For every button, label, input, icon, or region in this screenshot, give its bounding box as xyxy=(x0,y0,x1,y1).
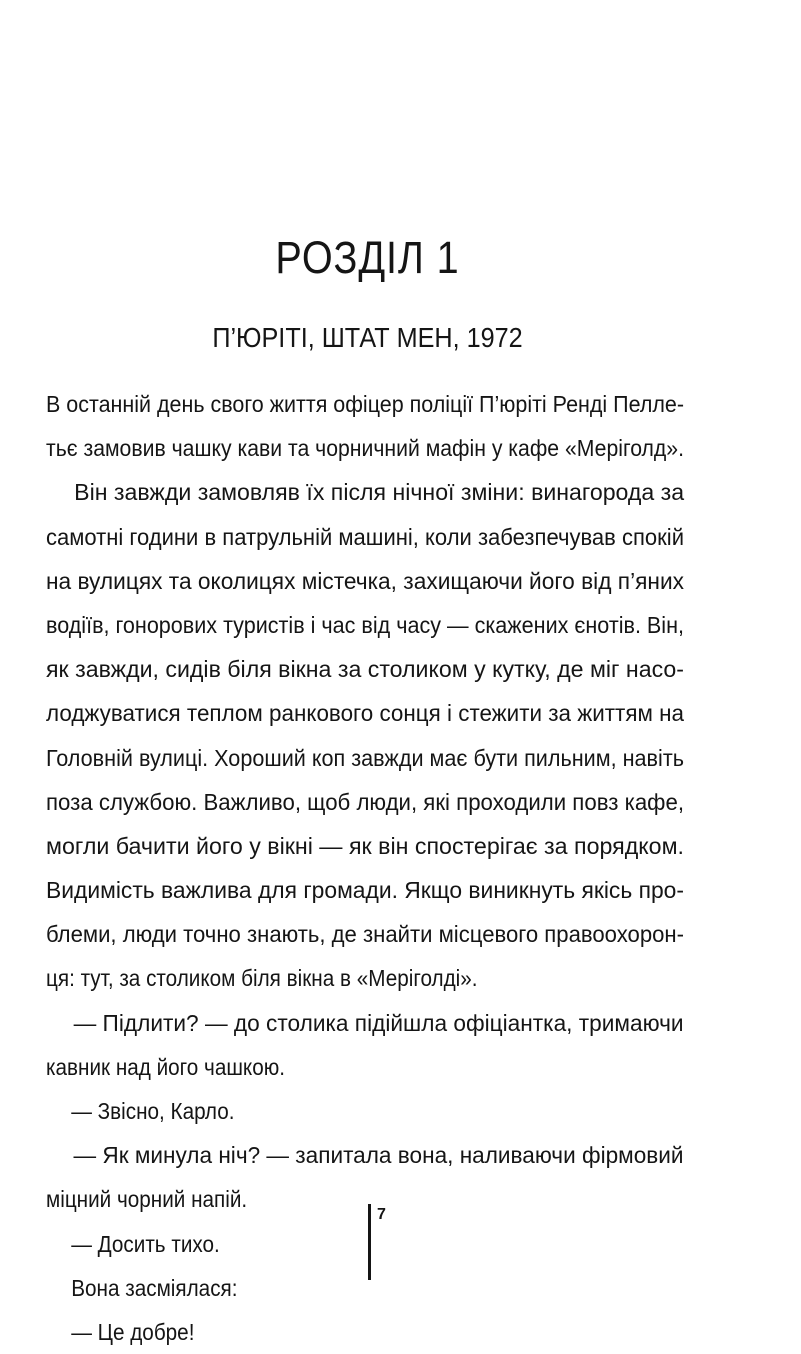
page-number-rule xyxy=(368,1204,371,1280)
text-line: блеми, люди точно знають, де знайти місцевого правоохорон- xyxy=(46,921,684,948)
text-line: Він завжди замовляв їх після нічної зміни: винагорода за xyxy=(74,479,685,506)
text-line: Видимість важлива для громади. Якщо виникнуть якісь про- xyxy=(46,877,684,904)
text-line: — Це добре! xyxy=(71,1318,195,1345)
chapter-title: РОЗДІЛ 1 xyxy=(275,232,460,283)
text-line: Вона засміялася: xyxy=(71,1274,238,1301)
text-line: — Звісно, Карло. xyxy=(71,1098,235,1124)
text-line: — Досить тихо. xyxy=(71,1230,220,1257)
text-line: В останній день свого життя офіцер поліції П’юріті Ренді Пелле- xyxy=(46,391,684,417)
text-line: ця: тут, за столиком біля вікна в «Меріголді». xyxy=(46,965,478,992)
text-line: могли бачити його у вікні — як він спостерігає за порядком. xyxy=(46,832,685,859)
body-text xyxy=(46,382,684,1354)
chapter-subtitle: П’ЮРІТІ, ШТАТ МЕН, 1972 xyxy=(212,322,523,353)
text-line: поза службою. Важливо, щоб люди, які проходили повз кафе, xyxy=(46,788,684,815)
text-line: водіїв, гонорових туристів і час від часу — скажених єнотів. Він, xyxy=(46,611,684,638)
text-line: самотні години в патрульній машині, коли забезпечував спокій xyxy=(46,523,684,550)
text-line: як завжди, сидів біля вікна за столиком у кутку, де міг насо- xyxy=(46,656,684,683)
page-number: 7 xyxy=(377,1206,386,1223)
text-line: на вулицях та околицях містечка, захищаючи його від п’яних xyxy=(46,567,684,594)
text-line: — Підлити? — до столика підійшла офіціантка, тримаючи xyxy=(73,1009,684,1036)
text-line: лоджуватися теплом ранкового сонця і стежити за життям на xyxy=(46,700,684,727)
text-line: — Як минула ніч? — запитала вона, наливаючи фірмовий xyxy=(73,1142,684,1169)
text-line: міцний чорний напій. xyxy=(46,1186,248,1213)
text-line: тьє замовив чашку кави та чорничний мафін у кафе «Меріголд». xyxy=(46,435,684,462)
text-line: Головній вулиці. Хороший коп завжди має бути пильним, навіть xyxy=(46,744,684,771)
text-line: кавник над його чашкою. xyxy=(46,1053,286,1080)
